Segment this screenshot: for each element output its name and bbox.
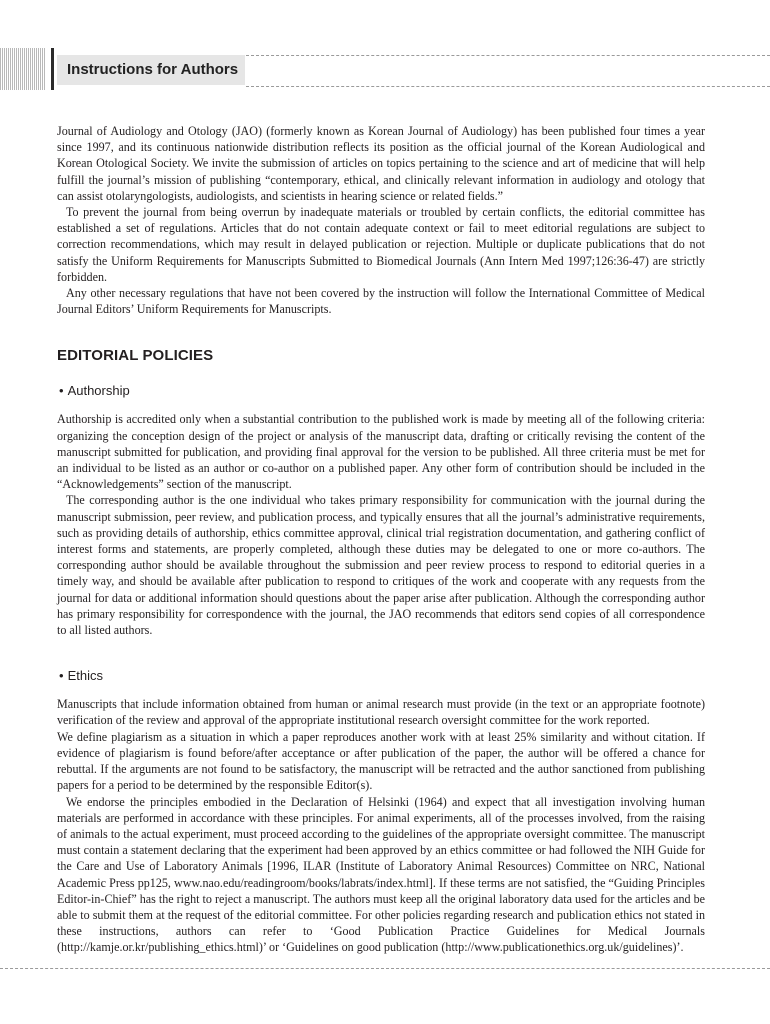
intro-paragraph: Any other necessary regulations that have not been covered by the instruction will follow the International Committee of Medical Journal Editors’ Uniform Requirements for Manuscripts.: [57, 286, 705, 317]
article-body: [57, 123, 705, 956]
subsection-title-authorship: [57, 383, 705, 399]
section-title-editorial-policies: EDITORIAL POLICIES: [57, 347, 214, 365]
ethics-paragraph: Manuscripts that include information obtained from human or animal research must provide (in the text or an appropriate footnote) verification of the review and approval of the appropriate institutional research oversight committee for the work reported.: [57, 697, 705, 728]
ethics-section: [57, 668, 705, 955]
bullet: •: [59, 383, 64, 399]
intro-section: [57, 123, 705, 317]
page-title: Instructions for Authors: [57, 55, 245, 85]
authorship-paragraph: Authorship is accredited only when a substantial contribution to the published work is made by meeting all of the following criteria: organizing the conception design of the project or analysis of the manuscript data, drafting or critically revising the content of the manuscript submitted for publication, and providing final approval for the version to be published. All three criteria must be met for an individual to be listed as an author or co-author on a published paper. Any other form of contribution should be included in the “Acknowledgements” section of the manuscript.: [57, 412, 705, 492]
subsection-title-ethics: [57, 668, 705, 684]
ethics-paragraph: We endorse the principles embodied in the Declaration of Helsinki (1964) and expect that all investigation involving human materials are performed in accordance with these principles. For animal experiments, all of the processes involved, from the raising of animals to the actual experiment, must proceed according to the guidelines of the appropriate oversight committee. The manuscript must contain a statement declaring that the experiment had been approved by an ethics committee or had followed the NIH Guide for the Care and Use of Laboratory Animals [1996, ILAR (Institute of Laboratory Animal Resources) Committee on NRC, National Academic Press pp125, www.nao.edu/readingroom/books/labrats/index.html]. If these terms are not satisfied, the “Guiding Principles Editor-in-Chief” has the right to reject a manuscript. The authors must keep all the original laboratory data used for the articles and be able to submit them at the request of the editorial committee. For other policies regarding research and publication ethics not stated in these instructions, authors can refer to ‘Good Publication Practice Guidelines for Medical Journals (http://kamje.or.kr/publishing_ethics.html)’ or ‘Guidelines on good publication (http://www.publicationethics.org.uk/guidelines)’.: [57, 794, 706, 955]
intro-paragraph: To prevent the journal from being overrun by inadequate materials or troubled by certain conflicts, the editorial committee has established a set of regulations. Articles that do not contain adequate context or fail to meet editorial regulations are subject to correction recommendations, which may result in delayed publication or rejection. Multiple or duplicate publications that do not satisfy the Uniform Requirements for Manuscripts Submitted to Biomedical Journals (Ann Intern Med 1997;126:36-47) are strictly forbidden.: [57, 205, 705, 284]
header-hatch-decoration: [0, 48, 46, 90]
subsection-title-text: Authorship: [67, 383, 130, 399]
authorship-paragraph: The corresponding author is the one individual who takes primary responsibility for communication with the journal during the manuscript submission, peer review, and publication process, and typically ensures that all the journal’s administrative requirements, such as providing details of authorship, ethics committee approval, clinical trial registration documentation, and gathering conflict of interest forms and statements, are properly completed, although these duties may be delegated to one or more co-authors. The corresponding author should be available throughout the submission and peer review process to respond to editorial queries in a timely way, and should be available after publication to respond to critiques of the work and cooperate with any requests from the journal for data or additional information should questions about the paper arise after publication. Although the corresponding author has primary responsibility for correspondence with the journal, the JAO recommends that editors send copies of all correspondence to all listed authors.: [57, 493, 705, 638]
ethics-paragraph: We define plagiarism as a situation in which a paper reproduces another work with at least 25% similarity and without citation. If evidence of plagiarism is found before/after acceptance or after publication of the paper, the author will be offered a chance for rebuttal. If the arguments are not found to be satisfactory, the manuscript will be retracted and the author sanctioned from publishing papers for a period to be determined by the responsible Editor(s).: [57, 729, 705, 793]
intro-paragraph: Journal of Audiology and Otology (JAO) (formerly known as Korean Journal of Audiology) has been published four times a year since 1997, and its continuous nationwide distribution reflects its position as the official journal of the Korean Audiological and Korean Otological Society. We invite the submission of articles on topics pertaining to the science and art of medicine that will help fulfill the journal’s mission of publishing “contemporary, ethical, and clinically relevant information in audiology and otology that can assist otolaryngologists, audiologists, and scientists in hearing science or related fields.”: [57, 124, 705, 203]
subsection-title-text: Ethics: [67, 668, 103, 684]
header-dashed-rule-top: [246, 55, 770, 56]
header-vertical-rule: [51, 48, 54, 90]
authorship-section: [57, 383, 705, 638]
footer-dashed-rule: [0, 968, 770, 969]
bullet: •: [59, 668, 64, 684]
header-dashed-rule-bottom: [246, 86, 770, 87]
